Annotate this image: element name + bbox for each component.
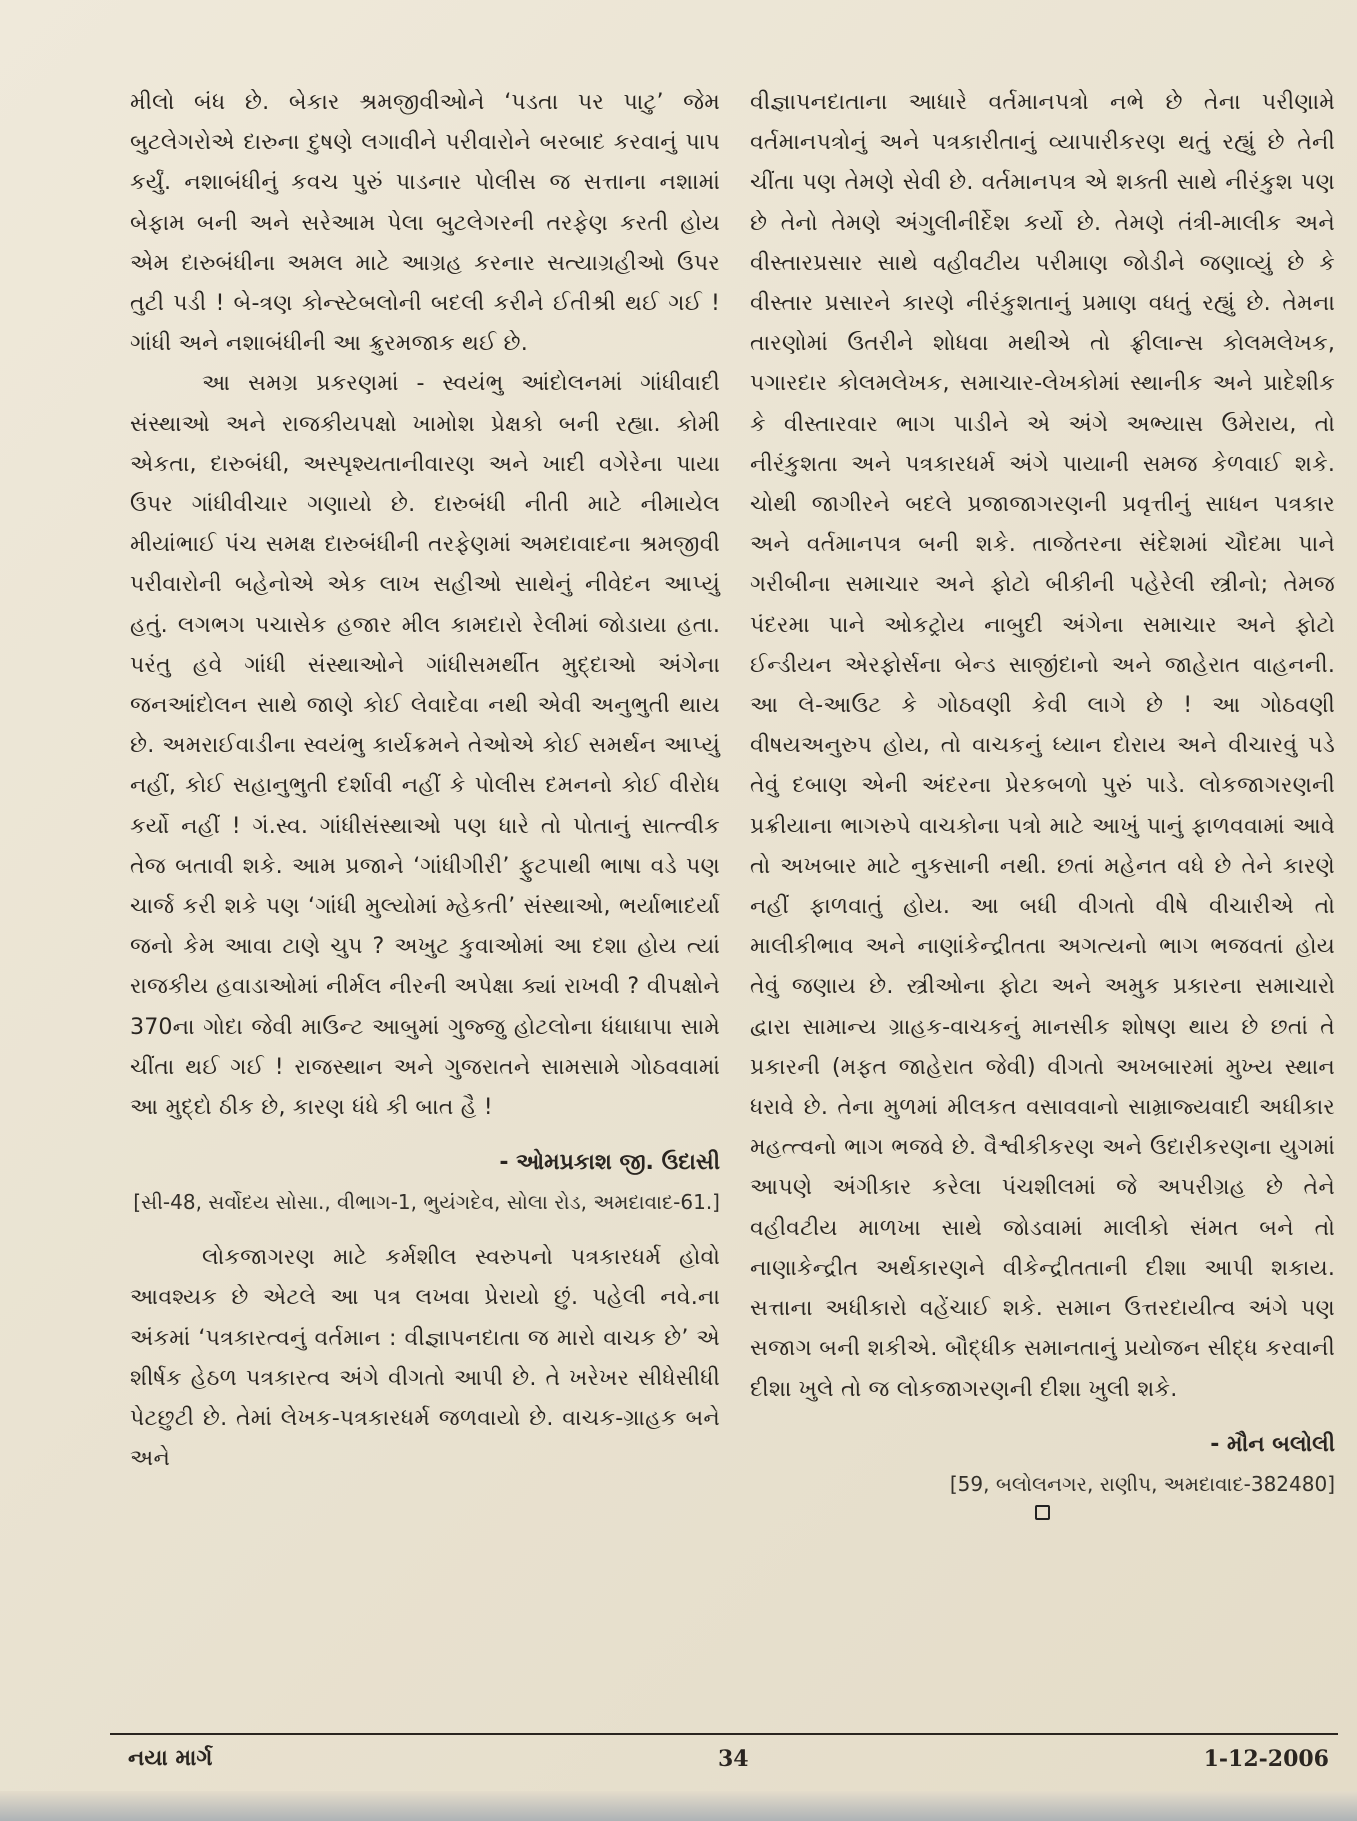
right-signature: - મૌન બલોલી [1210,1431,1335,1457]
spacer [130,1221,720,1237]
right-paragraph-1: વીજ્ઞાપનદાતાના આધારે વર્તમાનપત્રો નભે છે તેના પરીણામે વર્તમાનપત્રોનું અને પત્રકારીતાનું વ્યાપારીકરણ થતું રહ્યું છે તેની ચીંતા પણ તેમણે સેવી છે. વર્તમાનપત્ર એ શક્તી સાથે નીરંકુશ પણ છે તેનો તેમણે અંગુલીનીર્દેશ કર્યો છે. તેમણે તંત્રી-માલીક અને વીસ્તારપ્રસાર સાથે વહીવટીય પરીમાણ જોડીને જણાવ્યું છે કે વીસ્તાર પ્રસારને કારણે નીરંકુશતાનું પ્રમાણ વધતું રહ્યું છે. તેમના તારણોમાં ઉતરીને શોધવા મથીએ તો ફ્રીલાન્સ કોલમલેખક, પગારદાર કોલમલેખક, સમાચાર-લેખકોમાં સ્થાનીક અને પ્રાદેશીક કે વીસ્તારવાર ભાગ પાડીને એ અંગે અભ્યાસ ઉમેરાય, તો નીરંકુશતા અને પત્રકારધર્મ અંગે પાયાની સમજ કેળવાઈ શકે. ચોથી જાગીરને બદલે પ્રજાજાગરણની પ્રવૃત્તીનું સાધન પત્રકાર અને વર્તમાનપત્ર બની શકે. તાજેતરના સંદેશમાં ચૌદમા પાને ગરીબીના સમાચાર અને ફોટો બીકીની પહેરેલી સ્ત્રીનો; તેમજ પંદરમા પાને ઓકટ્રોય નાબુદી અંગેના સમાચાર અને ફોટો ઈન્ડીયન એરફોર્સના બેન્ડ સાજીંદાનો અને જાહેરાત વાહનની. આ લે-આઉટ કે ગોઠવણી કેવી લાગે છે ! આ ગોઠવણી વીષયઅનુરુપ હોય, તો વાચકનું ધ્યાન દોરાય અને વીચારવું પડે તેવું દબાણ એની અંદરના પ્રેરકબળો પુરું પાડે. લોકજાગરણની પ્રક્રીયાના ભાગરુપે વાચકોના પત્રો માટે આખું પાનું ફાળવવામાં આવે તો અખબાર માટે નુકસાની નથી. છતાં મહેનત વધે છે તેને કારણે નહીં ફાળવાતું હોય. આ બધી વીગતો વીષે વીચારીએ તો માલીકીભાવ અને નાણાંકેન્દ્રીતતા અગત્યનો ભાગ ભજવતાં હોય તેવું જણાય છે. સ્ત્રીઓના ફોટા અને અમુક પ્રકારના સમાચારો દ્વારા સામાન્ય ગ્રાહક-વાચકનું માનસીક શોષણ થાય છે છતાં તે પ્રકારની (મફત જાહેરાત જેવી) વીગતો અખબારમાં મુખ્ય સ્થાન ધરાવે છે. તેના મુળમાં મીલકત વસાવવાનો સામ્રાજ્યવાદી અધીકાર મહત્ત્વનો ભાગ ભજવે છે. વૈશ્વીકીકરણ અને ઉદારીકરણના યુગમાં આપણે અંગીકાર કરેલા પંચશીલમાં જે અપરીગ્રહ છે તેને વહીવટીય માળખા સાથે જોડવામાં માલીકો સંમત બને તો નાણાકેન્દ્રીત અર્થકારણને વીકેન્દ્રીતતાની દીશા આપી શકાય. સત્તાના અધીકારો વહેંચાઈ શકે. સમાન ઉત્તરદાયીત્વ અંગે પણ સજાગ બની શકીએ. બૌદ્ધીક સમાનતાનું પ્રયોજન સીદ્ધ કરવાની દીશા ખુલે તો જ લોકજાગરણની દીશા ખુલી શકે. [750,89,1335,1402]
right-column [750,82,1335,1524]
footer-magazine-name: નયા માર્ગ [128,1746,213,1771]
left-address: [સી-48, સર્વોદય સોસા., વીભાગ-1, ભુયંગદેવ, સોલા રોડ, અમદાવાદ-61.] [133,1190,720,1215]
left-column [130,82,720,1479]
footer-page-number: 34 [718,1746,749,1772]
left-signature: - ઓમપ્રકાશ જી. ઉદાસી [499,1150,720,1176]
square-end-mark-icon [1035,1505,1050,1520]
left-paragraph-2: આ સમગ્ર પ્રકરણમાં - સ્વયંભુ આંદોલનમાં ગાંધીવાદી સંસ્થાઓ અને રાજકીયપક્ષો ખામોશ પ્રેક્ષકો બની રહ્યા. કોમી એકતા, દારુબંધી, અસ્પૃશ્યતાનીવારણ અને ખાદી વગેરેના પાયા ઉપર ગાંધીવીચાર ગણાયો છે. દારુબંધી નીતી માટે નીમાયેલ મીયાંભાઈ પંચ સમક્ષ દારુબંધીની તરફેણમાં અમદાવાદના શ્રમજીવી પરીવારોની બહેનોએ એક લાખ સહીઓ સાથેનું નીવેદન આપ્યું હતું. લગભગ પચાસેક હજાર મીલ કામદારો રેલીમાં જોડાયા હતા. પરંતુ હવે ગાંધી સંસ્થાઓને ગાંધીસમર્થીત મુદ્દાઓ અંગેના જનઆંદોલન સાથે જાણે કોઈ લેવાદેવા નથી એવી અનુભુતી થાય છે. અમરાઈવાડીના સ્વયંભુ કાર્યક્રમને તેઓએ કોઈ સમર્થન આપ્યું નહીં, કોઈ સહાનુભુતી દર્શાવી નહીં કે પોલીસ દમનનો કોઈ વીરોધ કર્યો નહીં ! ગં.સ્વ. ગાંધીસંસ્થાઓ પણ ધારે તો પોતાનું સાત્ત્વીક તેજ બતાવી શકે. આમ પ્રજાને ‘ગાંધીગીરી’ ફુટપાથી ભાષા વડે પણ ચાર્જ કરી શકે પણ ‘ગાંધી મુલ્યોમાં મ્હેકતી’ સંસ્થાઓ, ભર્યાભાદર્યા જનો કેમ આવા ટાણે ચુપ ? અખુટ કુવાઓમાં આ દશા હોય ત્યાં રાજકીય હવાડાઓમાં નીર્મલ નીરની અપેક્ષા ક્યાં રાખવી ? વીપક્ષોને 370ના ગોદા જેવી માઉન્ટ આબુમાં ગુજ્જુ હોટલોના ધંધાધાપા સામે ચીંતા થઈ ગઈ ! રાજસ્થાન અને ગુજરાતને સામસામે ગોઠવવામાં આ મુદ્દો ઠીક છે, કારણ ધંધે કી બાત હૈ ! [130,370,720,1121]
spacer [750,1409,1335,1425]
right-address: [59, બલોલનગર, રાણીપ, અમદાવાદ-382480] [949,1471,1335,1496]
footer-divider [110,1733,1338,1735]
left-paragraph-1: મીલો બંધ છે. બેકાર શ્રમજીવીઓને ‘પડતા પર પાટુ’ જેમ બુટલેગરોએ દારુના દુષણે લગાવીને પરીવારોને બરબાદ કરવાનું પાપ કર્યું. નશાબંધીનું કવચ પુરું પાડનાર પોલીસ જ સત્તાના નશામાં બેફામ બની અને સરેઆમ પેલા બુટલેગરની તરફેણ કરતી હોય એમ દારુબંધીના અમલ માટે આગ્રહ કરનાર સત્યાગ્રહીઓ ઉપર તુટી પડી ! બે-ત્રણ કોન્સ્ટેબલોની બદલી કરીને ઈતીશ્રી થઈ ગઈ ! ગાંધી અને નશાબંધીની આ ક્રુરમજાક થઈ છે. [130,89,720,357]
scan-bottom-edge [0,1791,1357,1821]
left-paragraph-3: લોકજાગરણ માટે કર્મશીલ સ્વરુપનો પત્રકારધર્મ હોવો આવશ્યક છે એટલે આ પત્ર લખવા પ્રેરાયો છું. પહેલી નવે.ના અંકમાં ‘પત્રકારત્વનું વર્તમાન : વીજ્ઞાપનદાતા જ મારો વાચક છે’ એ શીર્ષક હેઠળ પત્રકારત્વ અંગે વીગતો આપી છે. તે ખરેખર સીધેસીધી પેટછુટી છે. તેમાં લેખક-પત્રકારધર્મ જળવાયો છે. વાચક-ગ્રાહક બને અને [130,1244,720,1472]
end-mark [750,1505,1335,1524]
footer-date: 1-12-2006 [1203,1746,1329,1772]
spacer [130,1127,720,1143]
